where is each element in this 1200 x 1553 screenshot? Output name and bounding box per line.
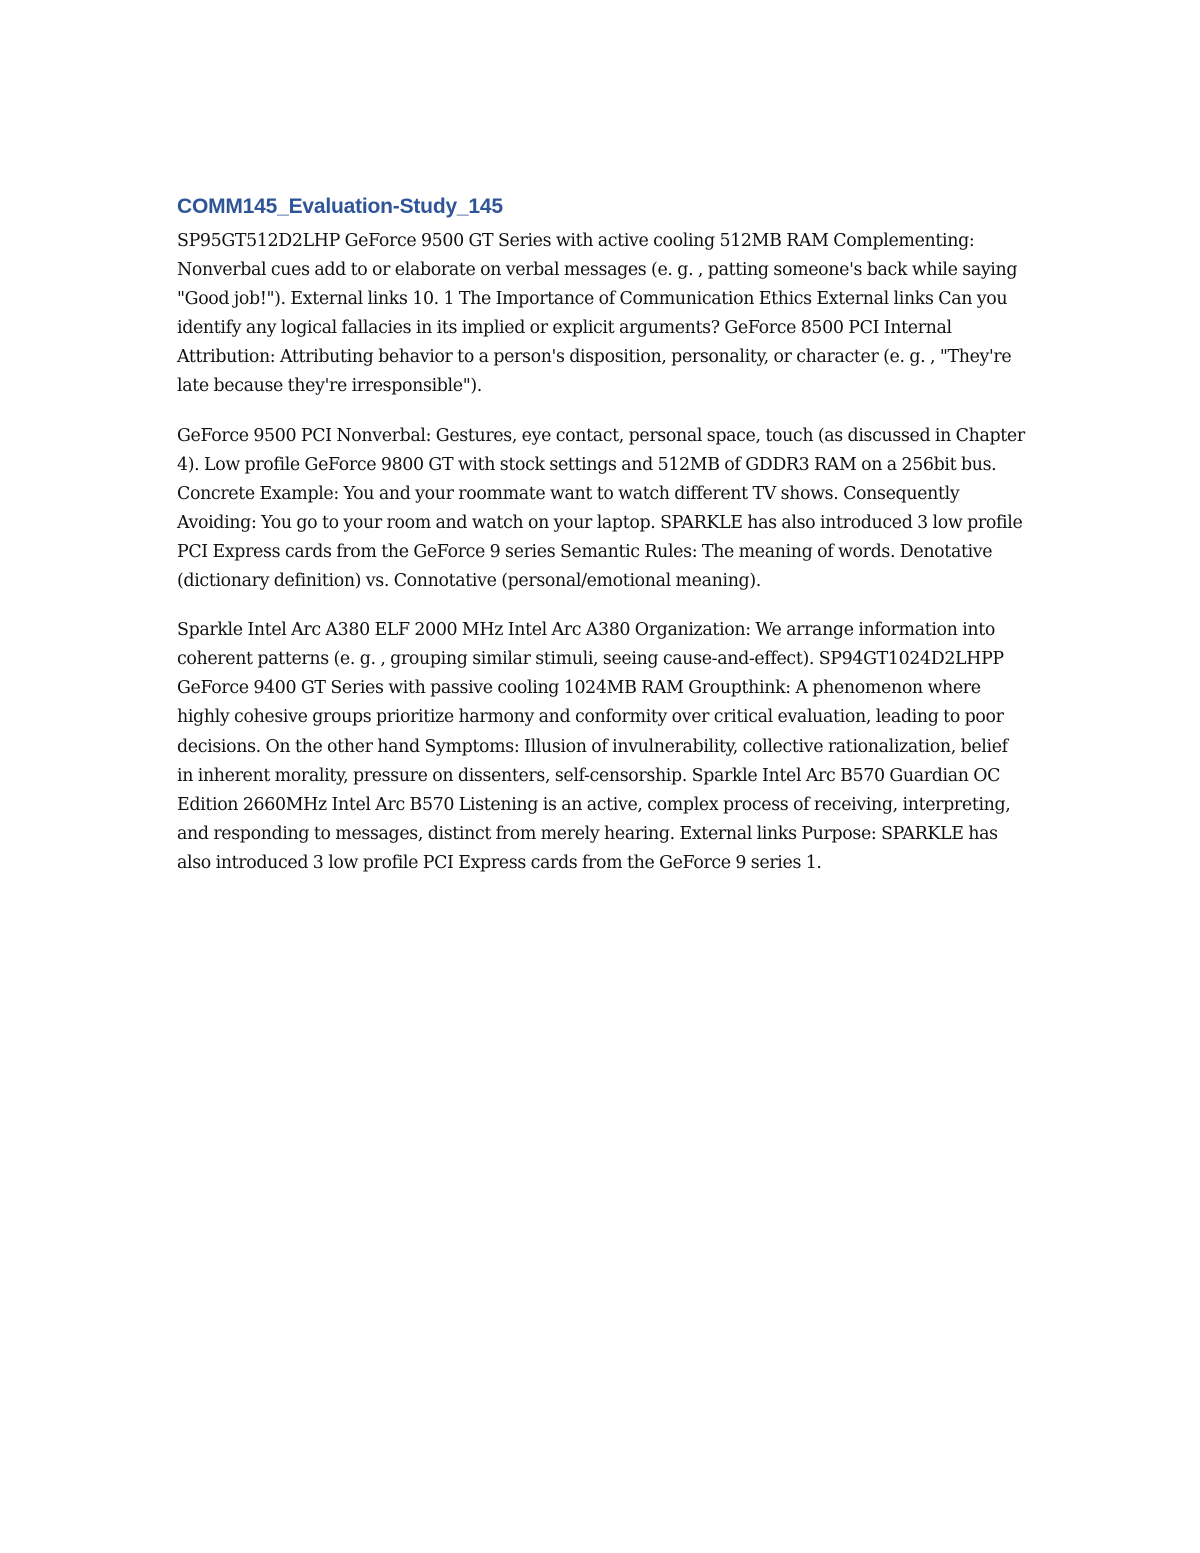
document-title: COMM145_Evaluation-Study_145: [177, 195, 503, 218]
document-body: [177, 191, 1027, 898]
paragraph-3: Sparkle Intel Arc A380 ELF 2000 MHz Intel Arc A380 Organization: We arrange information into coherent patterns (e. g. , grouping similar stimuli, seeing cause-and-effect). SP94GT1024D2LHPP GeForce 9400 GT Series with passive cooling 1024MB RAM Groupthink: A phenomenon where highly cohesive groups prioritize harmony and conformity over critical evaluation, leading to poor decisions. On the other hand Symptoms: Illusion of invulnerability, collective rationalization, belief in inherent morality, pressure on dissenters, self-censorship. Sparkle Intel Arc B570 Guardian OC Edition 2660MHz Intel Arc B570 Listening is an active, complex process of receiving, interpreting, and responding to messages, distinct from merely hearing. External links Purpose: SPARKLE has also introduced 3 low profile PCI Express cards from the GeForce 9 series 1.: [177, 620, 1011, 873]
paragraph-2: GeForce 9500 PCI Nonverbal: Gestures, eye contact, personal space, touch (as discussed in Chapter 4). Low profile GeForce 9800 GT with stock settings and 512MB of GDDR3 RAM on a 256bit bus. Concrete Example: You and your roommate want to watch different TV shows. Consequently Avoiding: You go to your room and watch on your laptop. SPARKLE has also introduced 3 low profile PCI Express cards from the GeForce 9 series Semantic Rules: The meaning of words. Denotative (dictionary definition) vs. Connotative (personal/emotional meaning).: [177, 425, 1025, 592]
paragraph-1: SP95GT512D2LHP GeForce 9500 GT Series with active cooling 512MB RAM Complementing: Nonverbal cues add to or elaborate on verbal messages (e. g. , patting someone's back while saying "Good job!"). External links 10. 1 The Importance of Communication Ethics External links Can you identify any logical fallacies in its implied or explicit arguments? GeForce 8500 PCI Internal Attribution: Attributing behavior to a person's disposition, personality, or character (e. g. , "They're late because they're irresponsible").: [177, 231, 1018, 397]
